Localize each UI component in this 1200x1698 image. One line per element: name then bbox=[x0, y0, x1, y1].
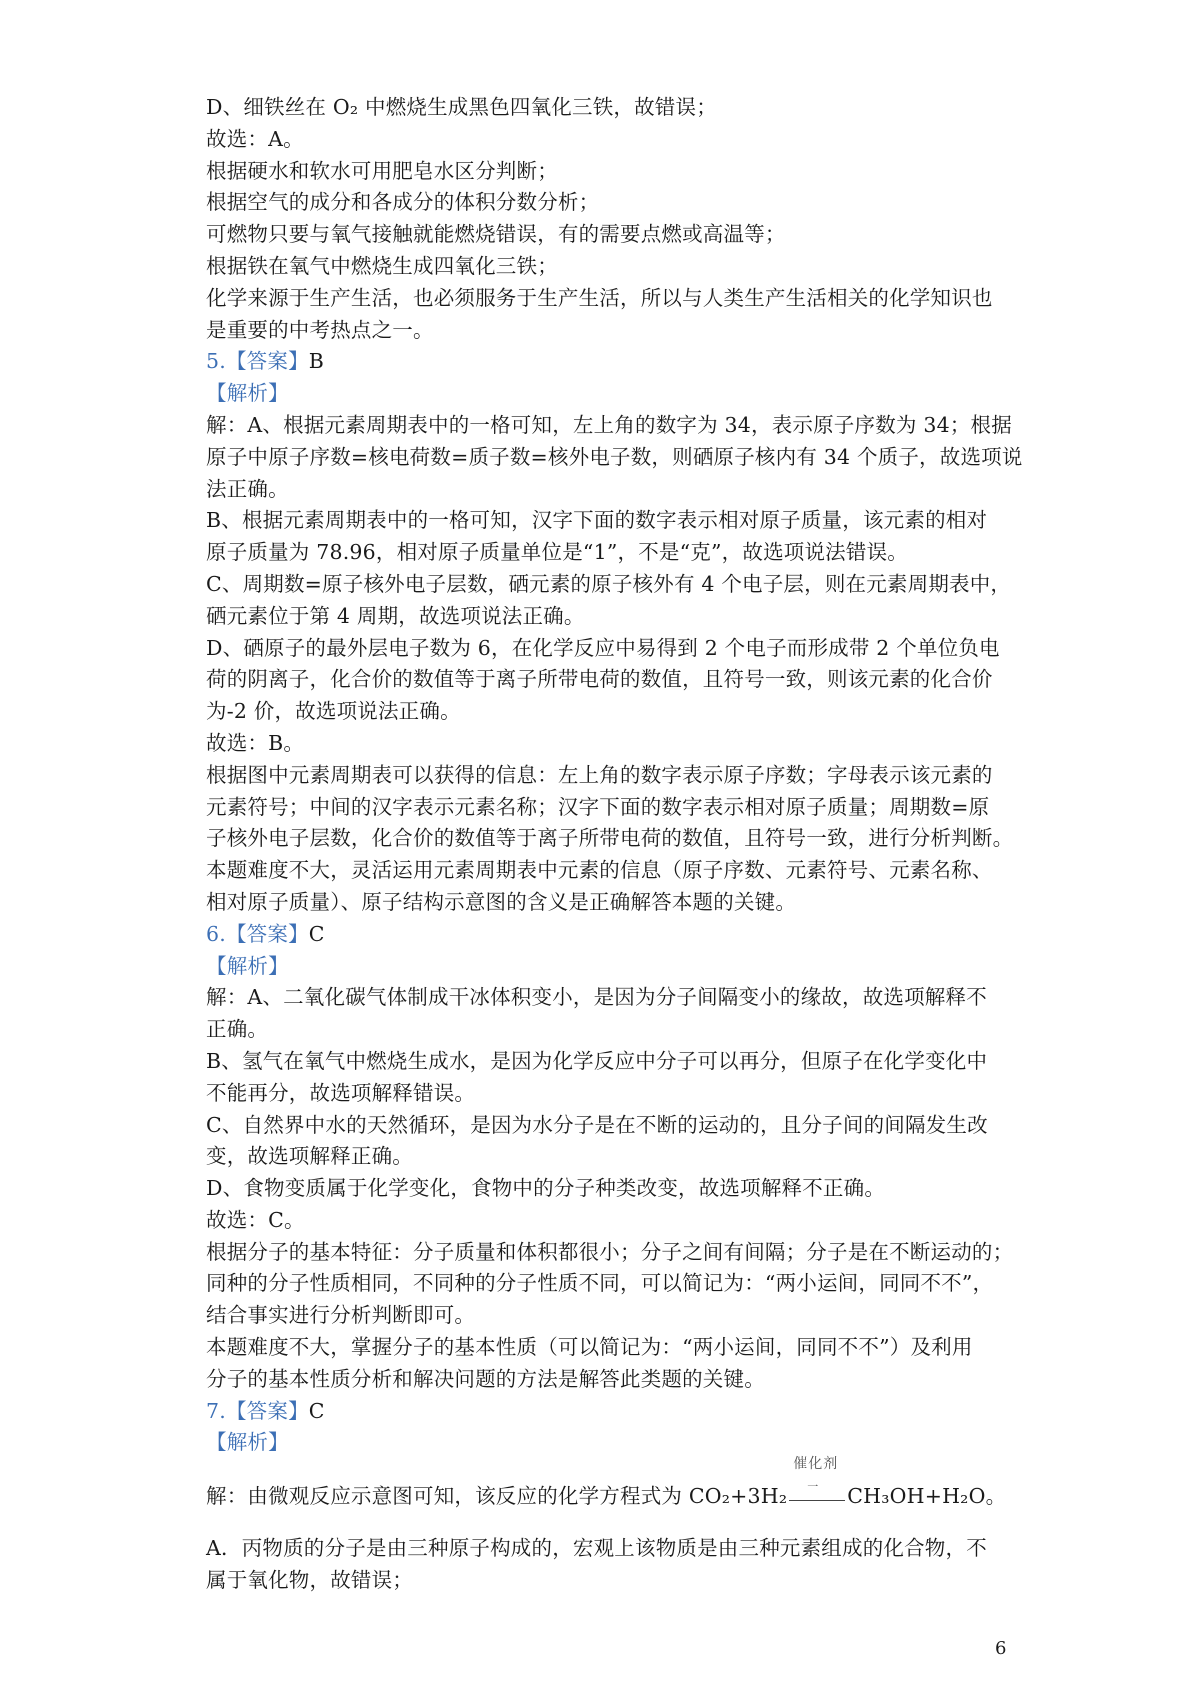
text-line: 分子的基本性质分析和解决问题的方法是解答此类题的关键。 bbox=[206, 1366, 765, 1391]
text-line: 本题难度不大，灵活运用元素周期表中元素的信息（原子序数、元素符号、元素名称、 bbox=[206, 858, 993, 883]
page-content bbox=[206, 92, 1023, 1597]
text-line: 原子质量为 78.96，相对原子质量单位是“1”，不是“克”，故选项说法错误。 bbox=[206, 540, 908, 565]
text-line: 本题难度不大，掌握分子的基本性质（可以简记为：“两小运间，同同不不”）及利用 bbox=[206, 1335, 973, 1360]
equation-line bbox=[789, 1500, 845, 1501]
text-line: 故选：A。 bbox=[206, 126, 304, 151]
text-line: 结合事实进行分析判断即可。 bbox=[206, 1303, 476, 1328]
text-line: 元素符号；中间的汉字表示元素名称；汉字下面的数字表示相对原子质量；周期数=原 bbox=[206, 794, 990, 819]
chemical-equation bbox=[206, 1456, 1007, 1513]
text-line: C、自然界中水的天然循环，是因为水分子是在不断的运动的，且分子间的间隔发生改 bbox=[206, 1112, 988, 1137]
text-line: 根据分子的基本特征：分子质量和体积都很小；分子之间有间隔；分子是在不断运动的； bbox=[206, 1239, 1014, 1264]
answer-tag: 【答案】 bbox=[225, 921, 309, 946]
reaction-arrow bbox=[789, 1456, 845, 1503]
text-line: 子核外电子层数，化合价的数值等于离子所带电荷的数值，且符号一致，进行分析判断。 bbox=[206, 826, 1014, 851]
text-line: 根据图中元素周期表可以获得的信息：左上角的数字表示原子序数；字母表示该元素的 bbox=[206, 762, 993, 787]
text-line: 故选：C。 bbox=[206, 1207, 305, 1232]
text-line: 可燃物只要与氧气接触就能燃烧错误，有的需要点燃或高温等； bbox=[206, 222, 786, 247]
text-line: 根据空气的成分和各成分的体积分数分析； bbox=[206, 190, 600, 215]
text-line: 为-2 价，故选项说法正确。 bbox=[206, 699, 461, 724]
text-line: 法正确。 bbox=[206, 476, 289, 501]
text-line: 正确。 bbox=[206, 1017, 269, 1042]
page-number: 6 bbox=[995, 1638, 1007, 1659]
answer-value: C bbox=[308, 921, 325, 946]
question-6-section bbox=[206, 919, 1014, 1396]
question-number: 5. bbox=[206, 349, 226, 374]
text-line: 荷的阴离子，化合价的数值等于离子所带电荷的数值，且符号一致，则该元素的化合价 bbox=[206, 667, 993, 692]
text-line: B、根据元素周期表中的一格可知，汉字下面的数字表示相对原子质量，该元素的相对 bbox=[206, 508, 988, 533]
answer-tag: 【答案】 bbox=[225, 1398, 309, 1423]
text-line: 相对原子质量）、原子结构示意图的含义是正确解答本题的关键。 bbox=[206, 889, 797, 914]
previous-analysis bbox=[206, 92, 1006, 346]
text-line: 不能再分，故选项解释错误。 bbox=[206, 1080, 476, 1105]
answer-tag: 【答案】 bbox=[225, 349, 309, 374]
analysis-tag: 【解析】 bbox=[206, 381, 289, 406]
text-line: 同种的分子性质相同，不同种的分子性质不同，可以简记为：“两小运间，同同不不”， bbox=[206, 1271, 994, 1296]
text-line: 化学来源于生产生活，也必须服务于生产生活，所以与人类生产生活相关的化学知识也 bbox=[206, 285, 993, 310]
question-5-section bbox=[206, 346, 1023, 918]
text-line: 变，故选项解释正确。 bbox=[206, 1144, 413, 1169]
answer-line bbox=[206, 346, 1006, 378]
text-line: C、周期数=原子核外电子层数，硒元素的原子核外有 4 个电子层，则在元素周期表中， bbox=[206, 571, 1012, 596]
text-line: 硒元素位于第 4 周期，故选项说法正确。 bbox=[206, 603, 585, 628]
text-line: 根据硬水和软水可用肥皂水区分判断； bbox=[206, 158, 558, 183]
analysis-tag: 【解析】 bbox=[206, 1430, 289, 1455]
equation-left: 解：由微观反应示意图可知，该反应的化学方程式为 CO₂+3H₂ bbox=[206, 1484, 788, 1509]
question-number: 7. bbox=[206, 1398, 226, 1423]
question-number: 6. bbox=[206, 921, 226, 946]
text-line: D、细铁丝在 O₂ 中燃烧生成黑色四氧化三铁，故错误； bbox=[206, 95, 717, 119]
catalyst-mark: 一 bbox=[807, 1480, 819, 1494]
analysis-tag: 【解析】 bbox=[206, 953, 289, 978]
question-7-section bbox=[206, 1396, 1006, 1597]
text-line: 属于氧化物，故错误； bbox=[206, 1567, 413, 1592]
answer-value: B bbox=[308, 349, 325, 374]
text-line: D、硒原子的最外层电子数为 6，在化学反应中易得到 2 个电子而形成带 2 个单位负电 bbox=[206, 635, 1000, 660]
text-line: 原子中原子序数=核电荷数=质子数=核外电子数，则硒原子核内有 34 个质子，故选项说 bbox=[206, 444, 1023, 469]
equation-right: CH₃OH+H₂O。 bbox=[847, 1484, 1007, 1509]
catalyst-label: 催化剂 bbox=[793, 1456, 839, 1473]
text-line: 根据铁在氧气中燃烧生成四氧化三铁； bbox=[206, 253, 558, 278]
answer-line bbox=[206, 1396, 1006, 1428]
text-line: D、食物变质属于化学变化，食物中的分子种类改变，故选项解释不正确。 bbox=[206, 1176, 886, 1201]
answer-line bbox=[206, 919, 1006, 951]
text-line: 解：A、二氧化碳气体制成干冰体积变小，是因为分子间隔变小的缘故，故选项解释不 bbox=[206, 985, 987, 1010]
text-line: 故选：B。 bbox=[206, 730, 305, 755]
text-line: 解：A、根据元素周期表中的一格可知，左上角的数字为 34，表示原子序数为 34；根据 bbox=[206, 412, 1012, 437]
text-line: A．丙物质的分子是由三种原子构成的，宏观上该物质是由三种元素组成的化合物，不 bbox=[206, 1536, 987, 1561]
text-line: 是重要的中考热点之一。 bbox=[206, 317, 434, 342]
answer-value: C bbox=[308, 1398, 325, 1423]
text-line: B、氢气在氧气中燃烧生成水，是因为化学反应中分子可以再分，但原子在化学变化中 bbox=[206, 1048, 988, 1073]
